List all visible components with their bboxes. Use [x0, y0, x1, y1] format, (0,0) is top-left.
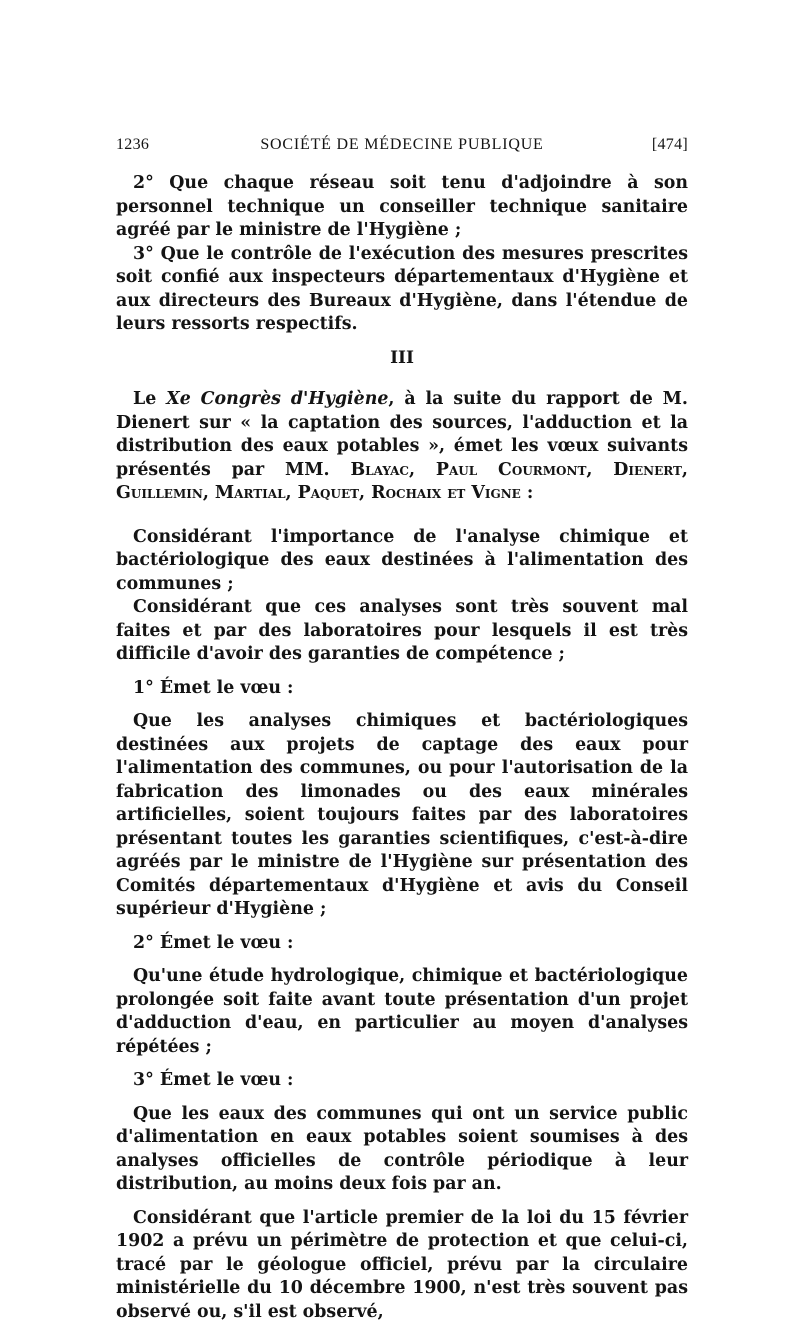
congres-text: , à la suite du rapport de M. Dienert sur « la captation des sources, l'adduction et la distribution des eaux potables », émet les vœux suivants présentés par MM. [116, 389, 688, 480]
voeu-1-heading: 1° Émet le vœu : [116, 677, 688, 701]
paragraph-considerant-loi: Considérant que l'article premier de la loi du 15 février 1902 a prévu un périmètre de protection et que celui-ci, tracé par le géologue officiel, prévu par la circulaire ministérielle du 10 décembre 1900, n'est très souvent pas observé ou, s'il est observé, [116, 1207, 688, 1324]
congres-names: Blayac, Paul Courmont, Dienert, Guillemin, Martial, Paquet, Rochaix et Vigne : [116, 460, 688, 504]
voeu-3-heading: 3° Émet le vœu : [116, 1069, 688, 1093]
page-number: 1236 [116, 136, 149, 154]
paragraph-2-reseau: 2° Que chaque réseau soit tenu d'adjoindre à son personnel technique un conseiller technique sanitaire agréé par le ministre de l'Hygiène ; [116, 172, 688, 243]
paragraph-congres [116, 388, 688, 506]
running-title: SOCIÉTÉ DE MÉDECINE PUBLIQUE [116, 136, 688, 154]
section-heading: III [116, 347, 688, 371]
page [116, 136, 688, 1324]
page-reference: [474] [652, 136, 688, 154]
paragraph-3-controle: 3° Que le contrôle de l'exécution des mesures prescrites soit confié aux inspecteurs départementaux d'Hygiène et aux directeurs des Bureaux d'Hygiène, dans l'étendue de leurs ressorts respectifs. [116, 243, 688, 337]
paragraph-considerant-analyses: Considérant que ces analyses sont très souvent mal faites et par des laboratoires pour lesquels il est très difficile d'avoir des garanties de compétence ; [116, 596, 688, 667]
paragraph-voeu-3: Que les eaux des communes qui ont un service public d'alimentation en eaux potables soient soumises à des analyses officielles de contrôle périodique à leur distribution, au moins deux fois par an. [116, 1103, 688, 1197]
congres-intro: Le [133, 389, 166, 409]
paragraph-considerant-importance: Considérant l'importance de l'analyse chimique et bactériologique des eaux destinées à l'alimentation des communes ; [116, 526, 688, 597]
paragraph-voeu-2: Qu'une étude hydrologique, chimique et bactériologique prolongée soit faite avant toute présentation d'un projet d'adduction d'eau, en particulier au moyen d'analyses répétées ; [116, 965, 688, 1059]
congres-title: Xe Congrès d'Hygiène [166, 389, 388, 409]
running-header [116, 136, 688, 158]
paragraph-voeu-1: Que les analyses chimiques et bactériologiques destinées aux projets de captage des eaux pour l'alimentation des communes, ou pour l'autorisation de la fabrication des limonades ou des eaux minérales artificielles, soient toujours faites par des laboratoires présentant toutes les garanties scientifiques, c'est-à-dire agréés par le ministre de l'Hygiène sur présentation des Comités départementaux d'Hygiène et avis du Conseil supérieur d'Hygiène ; [116, 710, 688, 922]
voeu-2-heading: 2° Émet le vœu : [116, 932, 688, 956]
